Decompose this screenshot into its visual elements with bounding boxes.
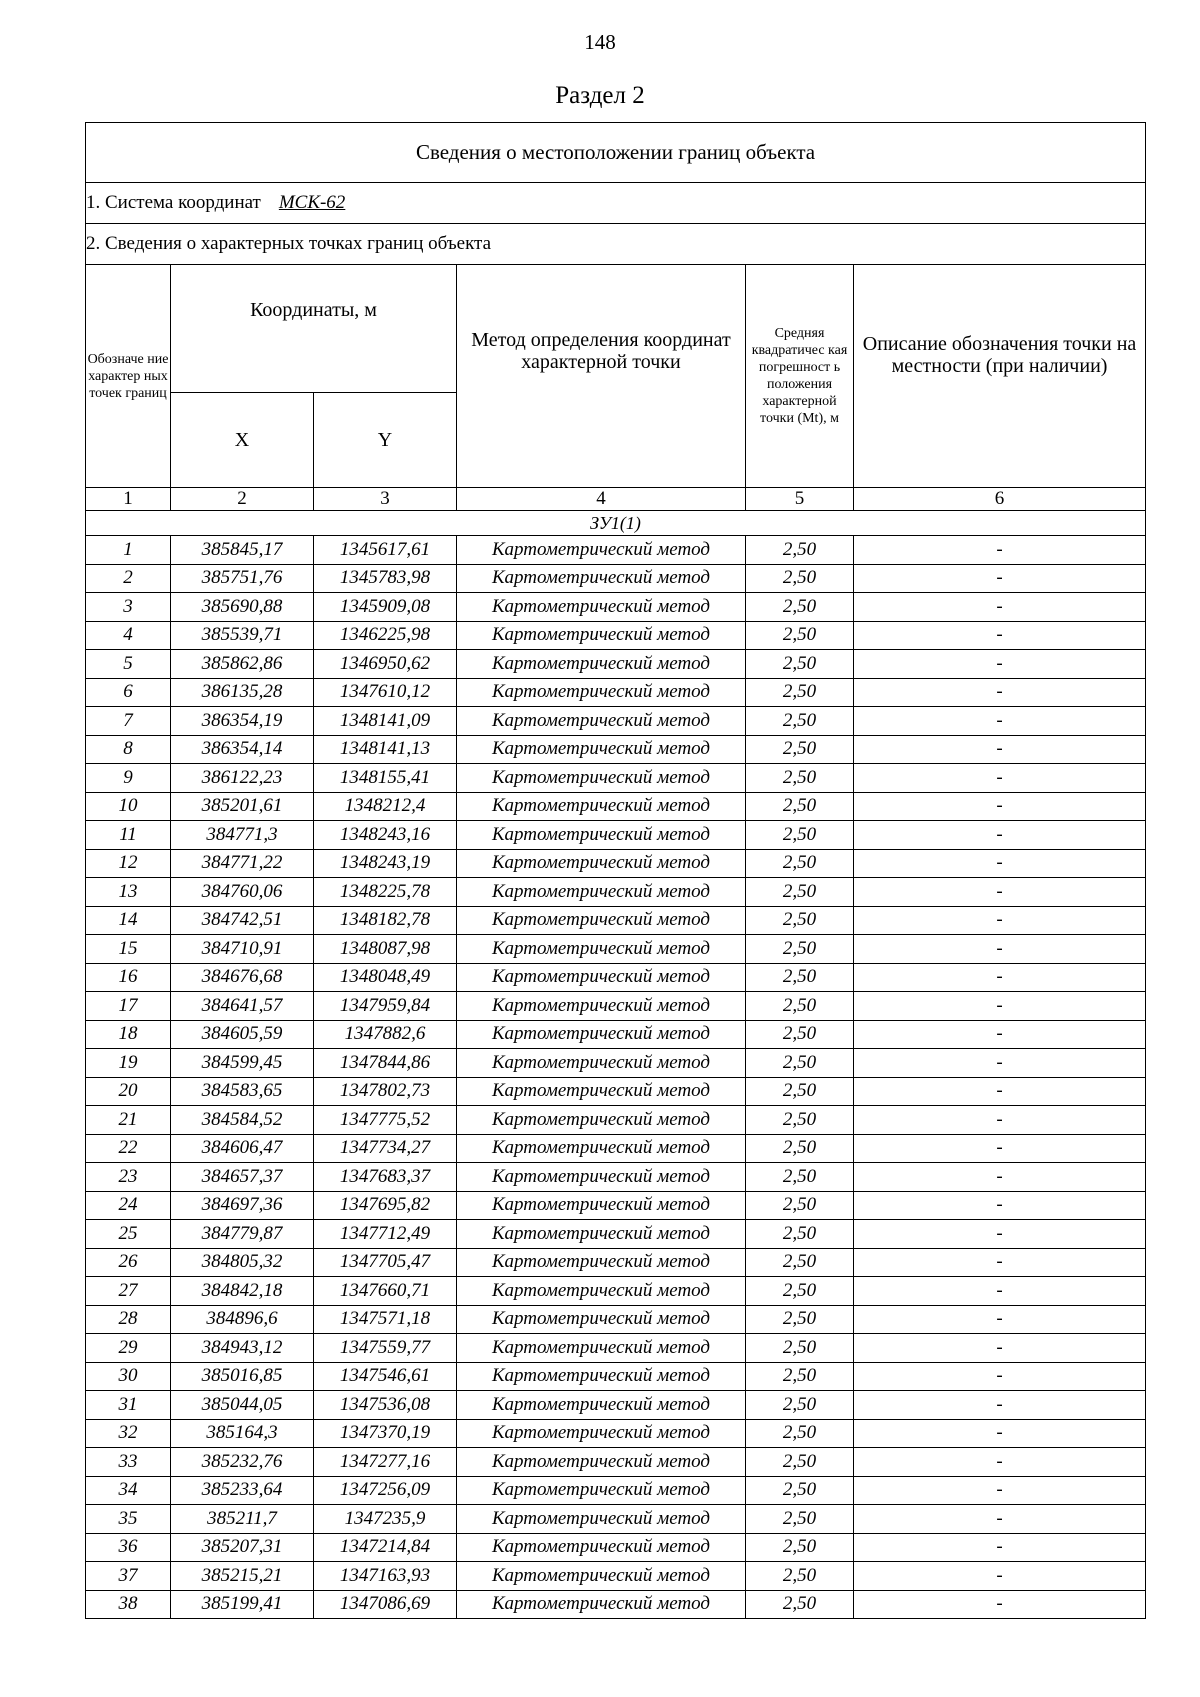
point-number-cell: 31 [86,1391,171,1420]
point-number-cell: 4 [86,621,171,650]
coordinate-y-cell: 1347660,71 [314,1277,457,1306]
description-cell: - [854,650,1146,679]
point-number-cell: 21 [86,1106,171,1135]
point-number-cell: 17 [86,992,171,1021]
point-number-cell: 34 [86,1476,171,1505]
coordinate-y-cell: 1347571,18 [314,1305,457,1334]
boundary-points-table [85,122,1146,1619]
coordinate-y-cell: 1346950,62 [314,650,457,679]
error-cell: 2,50 [746,650,854,679]
error-cell: 2,50 [746,1362,854,1391]
coordinate-x-cell: 384771,3 [171,821,314,850]
coordinate-x-cell: 384710,91 [171,935,314,964]
header-coordinates: Координаты, м [171,265,457,393]
point-number-cell: 22 [86,1134,171,1163]
error-cell: 2,50 [746,735,854,764]
error-cell: 2,50 [746,1049,854,1078]
header-y: Y [314,393,457,488]
method-cell: Картометрический метод [457,593,746,622]
error-cell: 2,50 [746,821,854,850]
method-cell: Картометрический метод [457,536,746,565]
coordinate-y-cell: 1346225,98 [314,621,457,650]
header-error: Средняя квадратичес кая погрешност ь положения характерной точки (Mt), м [746,265,854,488]
coordinate-y-cell: 1347882,6 [314,1020,457,1049]
table-row [86,1277,1146,1306]
coordinate-y-cell: 1347712,49 [314,1220,457,1249]
error-cell: 2,50 [746,1020,854,1049]
table-row [86,963,1146,992]
error-cell: 2,50 [746,1077,854,1106]
coordinate-x-cell: 385862,86 [171,650,314,679]
coordinate-x-cell: 385044,05 [171,1391,314,1420]
method-cell: Картометрический метод [457,963,746,992]
point-number-cell: 23 [86,1163,171,1192]
coordinate-y-cell: 1347802,73 [314,1077,457,1106]
point-number-cell: 20 [86,1077,171,1106]
section-title: Раздел 2 [555,82,645,109]
error-cell: 2,50 [746,1134,854,1163]
table-row [86,1077,1146,1106]
point-number-cell: 12 [86,849,171,878]
point-number-cell: 11 [86,821,171,850]
point-number-cell: 15 [86,935,171,964]
description-cell: - [854,1362,1146,1391]
method-cell: Картометрический метод [457,1248,746,1277]
coordinate-x-cell: 384584,52 [171,1106,314,1135]
column-number-row [86,488,1146,511]
coordinate-x-cell: 386135,28 [171,678,314,707]
coordinate-y-cell: 1348141,13 [314,735,457,764]
method-cell: Картометрический метод [457,1334,746,1363]
coordinate-y-cell: 1347235,9 [314,1505,457,1534]
description-cell: - [854,1049,1146,1078]
error-cell: 2,50 [746,536,854,565]
table-row [86,1419,1146,1448]
description-cell: - [854,1391,1146,1420]
column-number: 6 [854,488,1146,511]
description-cell: - [854,1562,1146,1591]
coordinate-x-cell: 385207,31 [171,1533,314,1562]
coordinate-x-cell: 386122,23 [171,764,314,793]
method-cell: Картометрический метод [457,1020,746,1049]
method-cell: Картометрический метод [457,821,746,850]
coordinate-y-cell: 1347959,84 [314,992,457,1021]
table-row [86,564,1146,593]
table-row [86,935,1146,964]
method-cell: Картометрический метод [457,735,746,764]
coordinate-y-cell: 1347163,93 [314,1562,457,1591]
coordinate-system-row [86,183,1146,224]
point-number-cell: 24 [86,1191,171,1220]
coordinate-x-cell: 385016,85 [171,1362,314,1391]
description-cell: - [854,1505,1146,1534]
method-cell: Картометрический метод [457,564,746,593]
coordinate-y-cell: 1347559,77 [314,1334,457,1363]
table-row [86,1134,1146,1163]
point-number-cell: 3 [86,593,171,622]
header-description: Описание обозначения точки на местности (при наличии) [854,265,1146,488]
table-row [86,707,1146,736]
point-number-cell: 29 [86,1334,171,1363]
coordinate-y-cell: 1348212,4 [314,792,457,821]
error-cell: 2,50 [746,764,854,793]
page-number: 148 [584,30,616,54]
description-cell: - [854,1305,1146,1334]
coordinate-x-cell: 385199,41 [171,1590,314,1619]
table-row [86,735,1146,764]
description-cell: - [854,849,1146,878]
table-row [86,1562,1146,1591]
table-row [86,1191,1146,1220]
coordinate-x-cell: 384760,06 [171,878,314,907]
description-cell: - [854,1134,1146,1163]
coordinate-x-cell: 384943,12 [171,1334,314,1363]
coordinate-x-cell: 385539,71 [171,621,314,650]
error-cell: 2,50 [746,963,854,992]
method-cell: Картометрический метод [457,1419,746,1448]
coordinate-system-label: 1. Система координат [86,192,261,213]
method-cell: Картометрический метод [457,621,746,650]
error-cell: 2,50 [746,678,854,707]
coordinate-x-cell: 385845,17 [171,536,314,565]
table-row [86,1020,1146,1049]
description-cell: - [854,1448,1146,1477]
error-cell: 2,50 [746,992,854,1021]
description-cell: - [854,593,1146,622]
error-cell: 2,50 [746,1476,854,1505]
coordinate-y-cell: 1347370,19 [314,1419,457,1448]
point-number-cell: 7 [86,707,171,736]
error-cell: 2,50 [746,1419,854,1448]
table-row [86,1448,1146,1477]
table-row [86,792,1146,821]
method-cell: Картометрический метод [457,1134,746,1163]
point-number-cell: 6 [86,678,171,707]
table-row [86,1305,1146,1334]
method-cell: Картометрический метод [457,849,746,878]
coordinate-x-cell: 384896,6 [171,1305,314,1334]
table-row [86,1476,1146,1505]
coordinate-x-cell: 384842,18 [171,1277,314,1306]
method-cell: Картометрический метод [457,1590,746,1619]
coordinate-x-cell: 384599,45 [171,1049,314,1078]
description-cell: - [854,963,1146,992]
coordinate-x-cell: 385164,3 [171,1419,314,1448]
error-cell: 2,50 [746,1163,854,1192]
point-number-cell: 33 [86,1448,171,1477]
error-cell: 2,50 [746,1505,854,1534]
table-row [86,821,1146,850]
description-cell: - [854,1191,1146,1220]
coordinate-x-cell: 384676,68 [171,963,314,992]
table-row [86,1391,1146,1420]
coordinate-y-cell: 1347214,84 [314,1533,457,1562]
coordinate-y-cell: 1347844,86 [314,1049,457,1078]
coordinate-y-cell: 1348141,09 [314,707,457,736]
coordinate-y-cell: 1347734,27 [314,1134,457,1163]
coordinate-y-cell: 1348182,78 [314,906,457,935]
coordinate-y-cell: 1345783,98 [314,564,457,593]
error-cell: 2,50 [746,1391,854,1420]
description-cell: - [854,1277,1146,1306]
coordinate-x-cell: 385690,88 [171,593,314,622]
point-number-cell: 18 [86,1020,171,1049]
coordinate-x-cell: 384657,37 [171,1163,314,1192]
coordinate-y-cell: 1347536,08 [314,1391,457,1420]
error-cell: 2,50 [746,1191,854,1220]
coordinate-system-value: МСК-62 [278,192,346,213]
point-number-cell: 1 [86,536,171,565]
coordinate-y-cell: 1347705,47 [314,1248,457,1277]
coordinate-y-cell: 1347256,09 [314,1476,457,1505]
error-cell: 2,50 [746,1590,854,1619]
description-cell: - [854,536,1146,565]
coordinate-x-cell: 385201,61 [171,792,314,821]
point-number-cell: 9 [86,764,171,793]
description-cell: - [854,1334,1146,1363]
header-designation: Обозначе ние характер ных точек границ [86,265,171,488]
error-cell: 2,50 [746,1220,854,1249]
method-cell: Картометрический метод [457,1277,746,1306]
point-number-cell: 37 [86,1562,171,1591]
description-cell: - [854,1020,1146,1049]
point-number-cell: 38 [86,1590,171,1619]
coordinate-y-cell: 1347695,82 [314,1191,457,1220]
table-row [86,1362,1146,1391]
coordinate-y-cell: 1348225,78 [314,878,457,907]
coordinate-x-cell: 385232,76 [171,1448,314,1477]
method-cell: Картометрический метод [457,1505,746,1534]
point-number-cell: 8 [86,735,171,764]
description-cell: - [854,735,1146,764]
coordinate-x-cell: 384641,57 [171,992,314,1021]
table-row [86,1106,1146,1135]
zone-label: ЗУ1(1) [86,511,1146,536]
description-cell: - [854,792,1146,821]
coordinate-y-cell: 1348155,41 [314,764,457,793]
coordinate-y-cell: 1347277,16 [314,1448,457,1477]
coordinate-x-cell: 384742,51 [171,906,314,935]
point-number-cell: 16 [86,963,171,992]
description-cell: - [854,1106,1146,1135]
coordinate-x-cell: 384605,59 [171,1020,314,1049]
coordinate-y-cell: 1348087,98 [314,935,457,964]
table-row [86,650,1146,679]
point-number-cell: 35 [86,1505,171,1534]
method-cell: Картометрический метод [457,1163,746,1192]
column-number: 4 [457,488,746,511]
description-cell: - [854,935,1146,964]
method-cell: Картометрический метод [457,1106,746,1135]
table-row [86,1163,1146,1192]
description-cell: - [854,906,1146,935]
point-number-cell: 27 [86,1277,171,1306]
point-number-cell: 36 [86,1533,171,1562]
table-row [86,1248,1146,1277]
point-number-cell: 32 [86,1419,171,1448]
column-number: 3 [314,488,457,511]
method-cell: Картометрический метод [457,650,746,679]
header-x: X [171,393,314,488]
coordinate-x-cell: 384697,36 [171,1191,314,1220]
method-cell: Картометрический метод [457,906,746,935]
error-cell: 2,50 [746,1334,854,1363]
description-cell: - [854,992,1146,1021]
coordinate-x-cell: 385233,64 [171,1476,314,1505]
method-cell: Картометрический метод [457,707,746,736]
column-number: 1 [86,488,171,511]
description-cell: - [854,1220,1146,1249]
point-number-cell: 13 [86,878,171,907]
error-cell: 2,50 [746,1305,854,1334]
table-row [86,1590,1146,1619]
method-cell: Картометрический метод [457,1448,746,1477]
error-cell: 2,50 [746,1106,854,1135]
method-cell: Картометрический метод [457,1391,746,1420]
coordinate-x-cell: 384805,32 [171,1248,314,1277]
error-cell: 2,50 [746,1448,854,1477]
column-number: 5 [746,488,854,511]
coordinate-y-cell: 1348243,19 [314,849,457,878]
point-number-cell: 19 [86,1049,171,1078]
table-row [86,1533,1146,1562]
method-cell: Картометрический метод [457,1049,746,1078]
method-cell: Картометрический метод [457,1533,746,1562]
method-cell: Картометрический метод [457,1191,746,1220]
point-number-cell: 26 [86,1248,171,1277]
description-cell: - [854,621,1146,650]
method-cell: Картометрический метод [457,792,746,821]
method-cell: Картометрический метод [457,1562,746,1591]
point-number-cell: 10 [86,792,171,821]
method-cell: Картометрический метод [457,1305,746,1334]
table-row [86,1049,1146,1078]
description-cell: - [854,1476,1146,1505]
point-number-cell: 25 [86,1220,171,1249]
method-cell: Картометрический метод [457,1362,746,1391]
table-row [86,992,1146,1021]
table-row [86,621,1146,650]
coordinate-y-cell: 1348048,49 [314,963,457,992]
table-row [86,764,1146,793]
description-cell: - [854,1077,1146,1106]
table-row [86,878,1146,907]
description-cell: - [854,1248,1146,1277]
error-cell: 2,50 [746,1533,854,1562]
point-number-cell: 28 [86,1305,171,1334]
coordinate-y-cell: 1345909,08 [314,593,457,622]
coordinate-x-cell: 385215,21 [171,1562,314,1591]
error-cell: 2,50 [746,849,854,878]
points-section-label: 2. Сведения о характерных точках границ объекта [86,224,1146,265]
method-cell: Картометрический метод [457,1077,746,1106]
description-cell: - [854,1163,1146,1192]
header-method: Метод определения координат характерной точки [457,265,746,488]
coordinate-y-cell: 1348243,16 [314,821,457,850]
error-cell: 2,50 [746,906,854,935]
coordinate-y-cell: 1347086,69 [314,1590,457,1619]
method-cell: Картометрический метод [457,1220,746,1249]
point-number-cell: 2 [86,564,171,593]
point-number-cell: 14 [86,906,171,935]
coordinate-x-cell: 386354,19 [171,707,314,736]
error-cell: 2,50 [746,593,854,622]
error-cell: 2,50 [746,621,854,650]
point-number-cell: 5 [86,650,171,679]
table-row [86,536,1146,565]
point-number-cell: 30 [86,1362,171,1391]
coordinate-y-cell: 1347610,12 [314,678,457,707]
error-cell: 2,50 [746,1562,854,1591]
coordinate-x-cell: 384606,47 [171,1134,314,1163]
description-cell: - [854,821,1146,850]
table-row [86,906,1146,935]
description-cell: - [854,678,1146,707]
table-row [86,1334,1146,1363]
method-cell: Картометрический метод [457,1476,746,1505]
coordinate-y-cell: 1347546,61 [314,1362,457,1391]
description-cell: - [854,707,1146,736]
coordinate-x-cell: 384771,22 [171,849,314,878]
table-row [86,678,1146,707]
error-cell: 2,50 [746,1277,854,1306]
description-cell: - [854,878,1146,907]
coordinate-y-cell: 1347683,37 [314,1163,457,1192]
method-cell: Картометрический метод [457,878,746,907]
table-row [86,593,1146,622]
table-row [86,849,1146,878]
table-row [86,1505,1146,1534]
error-cell: 2,50 [746,878,854,907]
error-cell: 2,50 [746,707,854,736]
column-number: 2 [171,488,314,511]
coordinate-x-cell: 386354,14 [171,735,314,764]
table-row [86,1220,1146,1249]
method-cell: Картометрический метод [457,678,746,707]
coordinate-x-cell: 385751,76 [171,564,314,593]
description-cell: - [854,1533,1146,1562]
description-cell: - [854,564,1146,593]
description-cell: - [854,1419,1146,1448]
error-cell: 2,50 [746,1248,854,1277]
coordinate-x-cell: 385211,7 [171,1505,314,1534]
coordinate-y-cell: 1345617,61 [314,536,457,565]
coordinate-x-cell: 384583,65 [171,1077,314,1106]
description-cell: - [854,764,1146,793]
method-cell: Картометрический метод [457,992,746,1021]
error-cell: 2,50 [746,935,854,964]
coordinate-y-cell: 1347775,52 [314,1106,457,1135]
method-cell: Картометрический метод [457,764,746,793]
method-cell: Картометрический метод [457,935,746,964]
coordinate-x-cell: 384779,87 [171,1220,314,1249]
error-cell: 2,50 [746,564,854,593]
description-cell: - [854,1590,1146,1619]
table-title: Сведения о местоположении границ объекта [86,123,1146,183]
error-cell: 2,50 [746,792,854,821]
